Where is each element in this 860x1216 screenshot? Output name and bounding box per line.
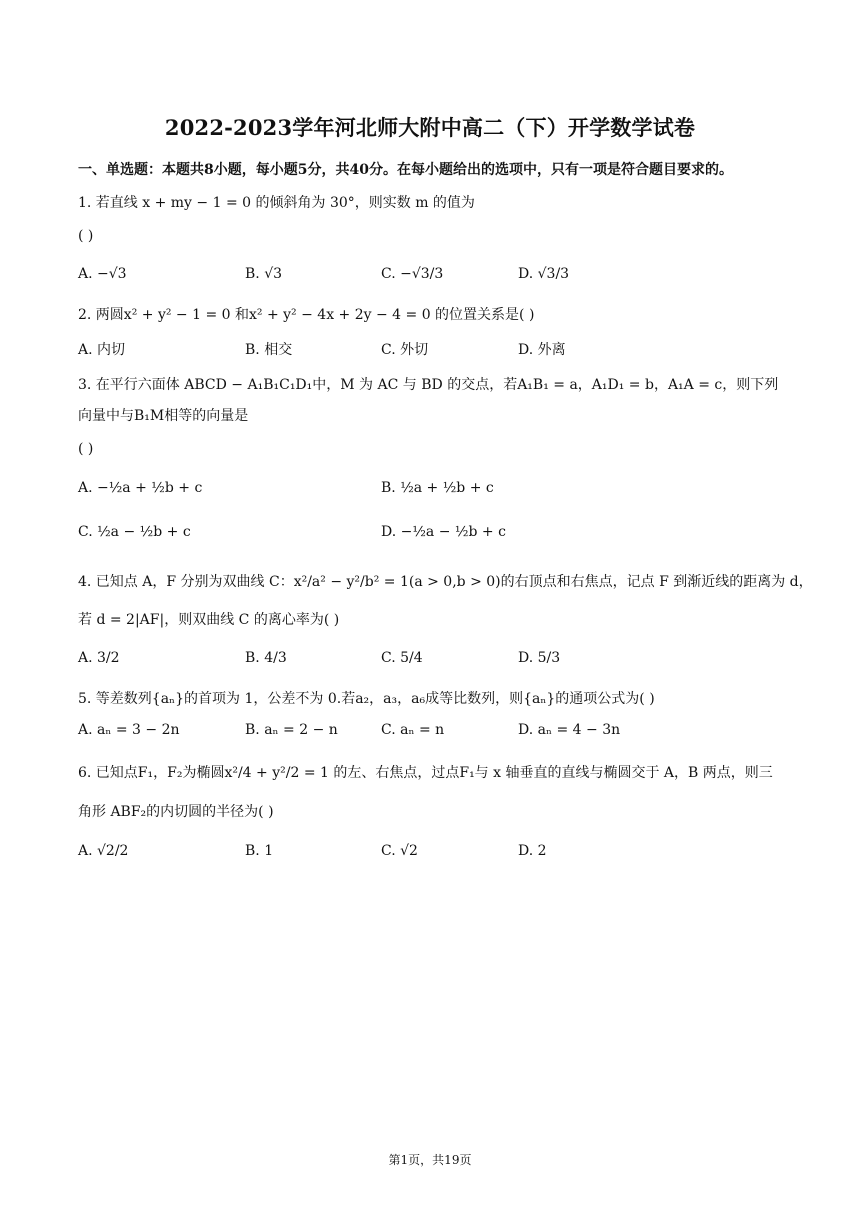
question-2-option-b: B. 相交 [245, 342, 293, 358]
question-3-option-b: B. ½a + ½b + c [381, 480, 494, 496]
question-1-option-b: B. √3 [245, 266, 283, 282]
question-3-option-c: C. ½a − ½b + c [78, 524, 191, 540]
question-6-stem-line-1: 6. 已知点F₁，F₂为椭圆x²/4 + y²/2 = 1 的左、右焦点，过点F₁与 x 轴垂直的直线与椭圆交于 A，B 两点，则三 [78, 765, 773, 781]
question-6-option-b: B. 1 [245, 843, 274, 859]
question-2-option-a: A. 内切 [78, 342, 126, 358]
question-1-option-c: C. −√3/3 [381, 266, 444, 282]
question-4-option-d: D. 5/3 [518, 650, 561, 666]
question-6-stem-line-2: 角形 ABF₂的内切圆的半径为( ) [78, 804, 274, 820]
question-2-stem: 2. 两圆x² + y² − 1 = 0 和x² + y² − 4x + 2y − 4 = 0 的位置关系是( ) [78, 307, 535, 323]
question-4-stem-line-2: 若 d = 2|AF|，则双曲线 C 的离心率为( ) [78, 612, 340, 628]
question-4-option-c: C. 5/4 [381, 650, 423, 666]
question-3-answer-paren: ( ) [78, 441, 94, 457]
page-title: 2022-2023学年河北师大附中高二（下）开学数学试卷 [164, 115, 696, 140]
question-3-option-d: D. −½a − ½b + c [381, 524, 506, 540]
question-4-option-b: B. 4/3 [245, 650, 287, 666]
question-5-option-a: A. aₙ = 3 − 2n [78, 722, 180, 738]
question-4-stem-line-1: 4. 已知点 A，F 分别为双曲线 C：x²/a² − y²/b² = 1(a > 0,b > 0)的右顶点和右焦点，记点 F 到渐近线的距离为 d， [78, 574, 813, 590]
question-5-option-c: C. aₙ = n [381, 722, 445, 738]
section-heading: 一、单选题：本题共8小题，每小题5分，共40分。在每小题给出的选项中，只有一项是符合题目要求的。 [78, 162, 733, 178]
question-4-option-a: A. 3/2 [78, 650, 120, 666]
question-1-option-a: A. −√3 [78, 266, 127, 282]
question-1-stem: 1. 若直线 x + my − 1 = 0 的倾斜角为 30°，则实数 m 的值为 [78, 195, 475, 211]
question-6-option-d: D. 2 [518, 843, 547, 859]
question-1-option-d: D. √3/3 [518, 266, 570, 282]
question-3-option-a: A. −½a + ½b + c [78, 480, 203, 496]
question-2-option-d: D. 外离 [518, 342, 566, 358]
question-1-answer-paren: ( ) [78, 228, 94, 244]
question-5-stem: 5. 等差数列{aₙ}的首项为 1，公差不为 0.若a₂，a₃，a₆成等比数列，则{aₙ}的通项公式为( ) [78, 691, 655, 707]
question-3-stem-line-2: 向量中与B₁M相等的向量是 [78, 408, 249, 424]
question-6-option-c: C. √2 [381, 843, 418, 859]
question-5-option-b: B. aₙ = 2 − n [245, 722, 338, 738]
question-3-stem-line-1: 3. 在平行六面体 ABCD − A₁B₁C₁D₁中，M 为 AC 与 BD 的交点，若A₁B₁ = a，A₁D₁ = b，A₁A = c，则下列 [78, 377, 779, 393]
page-footer: 第1页，共19页 [388, 1153, 472, 1167]
question-6-option-a: A. √2/2 [78, 843, 129, 859]
question-2-option-c: C. 外切 [381, 342, 429, 358]
question-5-option-d: D. aₙ = 4 − 3n [518, 722, 621, 738]
